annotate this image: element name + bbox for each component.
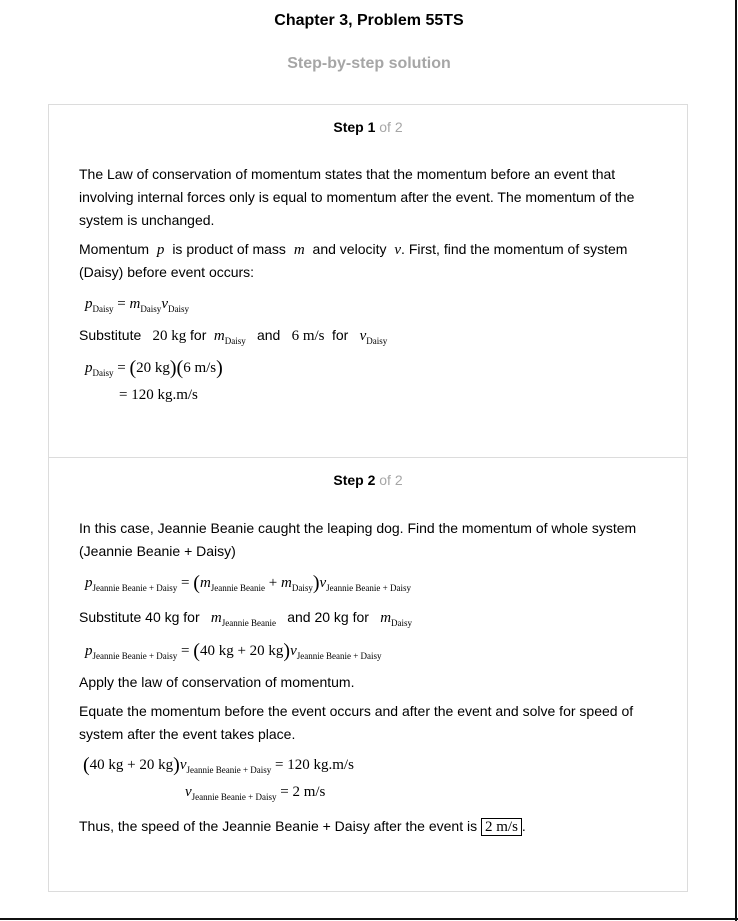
step1-of: of 2 xyxy=(379,119,403,135)
step2-of: of 2 xyxy=(379,472,403,488)
step2-header xyxy=(49,472,687,488)
step1-label: Step 1 xyxy=(333,119,376,135)
step2-paragraph-system: In this case, Jeannie Beanie caught the leaping dog. Find the momentum of whole system (Jeannie Beanie + Daisy) xyxy=(79,520,637,559)
bottom-edge-line xyxy=(0,918,738,920)
final-answer-box: 2 m/s xyxy=(481,818,522,836)
step1-substituted-equation: $p_{Daisy} = (20$ kg)(6 m/s) xyxy=(85,357,223,379)
step2-speed-equation: $v_{Jeannie Beanie + Daisy} = 2$ m/s xyxy=(185,784,326,802)
step-divider xyxy=(49,457,687,458)
step2-substituted-equation: $p_{Jeannie Beanie + Daisy} = (40$ kg + 20 $kg)v_{Jeannie Beanie + Daisy}$ xyxy=(85,640,382,662)
step1-momentum-equation: $p_{Daisy} = m_{Daisy}v_{Daisy}$ xyxy=(85,296,189,314)
step1-header xyxy=(49,119,687,135)
step2-system-momentum-equation: $p_{Jeannie Beanie + Daisy} = (m_{Jeannie Beanie} + m_{Daisy})v_{Jeannie Beanie + Daisy}$ xyxy=(85,572,411,594)
page-subtitle: Step-by-step solution xyxy=(287,55,451,72)
step2-substitute-line: Substitute 40 kg for $m_{Jeannie Beanie}$ and 20 kg for $m_{Daisy}$ xyxy=(79,609,413,628)
step2-apply-text: Apply the law of conservation of momentum. xyxy=(79,674,355,690)
right-edge-line xyxy=(735,0,737,921)
solution-card xyxy=(48,104,688,892)
page-title: Chapter 3, Problem 55TS xyxy=(274,12,464,29)
step2-label: Step 2 xyxy=(333,472,376,488)
step1-result-equation: = 120 kg.m/s xyxy=(119,387,198,403)
step1-paragraph-momentum: Momentum p is product of mass m and velocity v. First, find the momentum of system (Daisy) before event occurs: xyxy=(79,241,628,280)
step1-paragraph-law: The Law of conservation of momentum states that the momentum before an event that involving internal forces only is equal to momentum after the event. The momentum of the system is unchanged. xyxy=(79,166,635,228)
step2-conclusion: Thus, the speed of the Jeannie Beanie + Daisy after the event is 2 m/s . xyxy=(79,818,526,835)
step2-equate-text: Equate the momentum before the event occurs and after the event and solve for speed of system after the event takes place. xyxy=(79,703,634,742)
step2-conservation-equation: (40 kg + 20 $kg)v_{Jeannie Beanie + Daisy} = 120$ kg.m/s xyxy=(83,754,354,776)
step1-substitute-line: Substitute 20 kg for $m_{Daisy}$ and 6 m/s for $v_{Daisy}$ xyxy=(79,327,388,346)
